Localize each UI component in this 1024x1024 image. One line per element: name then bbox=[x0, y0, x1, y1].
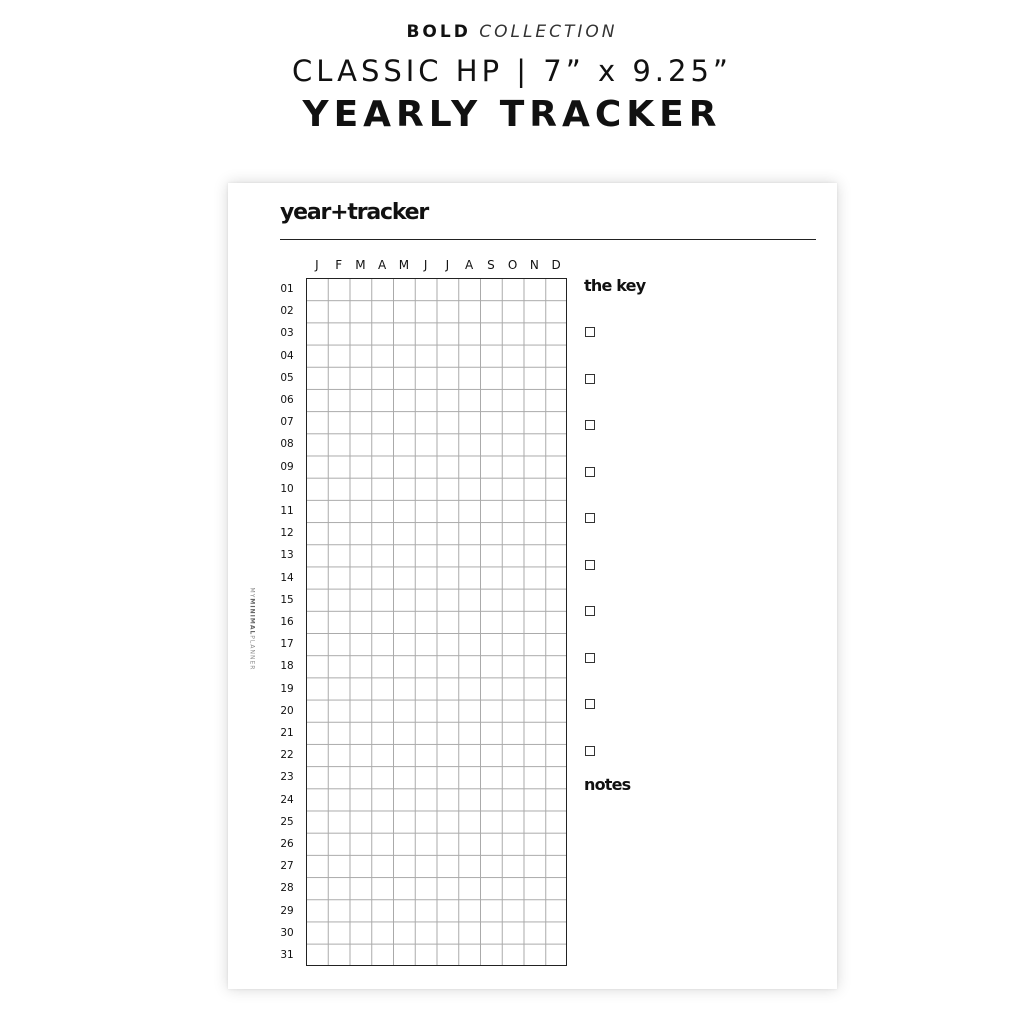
month-label: A bbox=[465, 258, 474, 272]
day-label: 07 bbox=[280, 416, 294, 429]
day-label: 27 bbox=[280, 860, 294, 873]
collection-word: COLLECTION bbox=[479, 22, 618, 42]
day-label: 12 bbox=[280, 527, 294, 540]
key-checkbox[interactable] bbox=[585, 467, 595, 477]
month-label: J bbox=[445, 258, 450, 272]
key-checkbox[interactable] bbox=[585, 560, 595, 570]
month-label: N bbox=[529, 258, 539, 272]
day-label: 02 bbox=[280, 305, 294, 318]
day-label: 16 bbox=[280, 616, 294, 628]
product-title: YEARLY TRACKER bbox=[302, 94, 722, 135]
key-checkbox[interactable] bbox=[585, 699, 595, 709]
month-label: O bbox=[507, 258, 518, 272]
collection-line bbox=[0, 22, 1024, 42]
day-label: 29 bbox=[280, 904, 294, 917]
month-label: D bbox=[551, 258, 561, 272]
month-label: M bbox=[398, 258, 410, 272]
day-label: 03 bbox=[280, 327, 294, 340]
key-heading: the key bbox=[584, 276, 646, 295]
month-label: F bbox=[335, 258, 343, 272]
key-checkbox[interactable] bbox=[585, 420, 595, 430]
day-label: 04 bbox=[280, 349, 294, 362]
day-label: 31 bbox=[280, 949, 294, 961]
key-checkbox[interactable] bbox=[585, 374, 595, 384]
size-line: CLASSIC HP | 7” x 9.25” bbox=[292, 54, 732, 88]
collection-name: BOLD bbox=[406, 22, 471, 42]
brand-bold: MINIMAL bbox=[248, 598, 256, 636]
day-label: 24 bbox=[280, 793, 294, 806]
title-rule bbox=[280, 239, 816, 240]
key-checkbox[interactable] bbox=[585, 746, 595, 756]
brand-watermark bbox=[249, 588, 256, 671]
day-label: 17 bbox=[280, 638, 294, 651]
key-checkbox[interactable] bbox=[585, 327, 595, 337]
day-label: 22 bbox=[280, 749, 294, 762]
month-label: J bbox=[315, 258, 319, 272]
day-label: 15 bbox=[280, 593, 294, 606]
key-checkbox[interactable] bbox=[585, 653, 595, 663]
page-title: year+tracker bbox=[280, 200, 429, 225]
day-label: 11 bbox=[280, 505, 294, 517]
day-label: 28 bbox=[280, 882, 294, 895]
notes-heading: notes bbox=[584, 775, 631, 794]
day-label: 19 bbox=[280, 682, 294, 695]
key-checkbox[interactable] bbox=[585, 606, 595, 616]
day-label: 13 bbox=[280, 549, 294, 562]
planner-sheet bbox=[228, 183, 837, 989]
month-label: J bbox=[423, 258, 428, 272]
day-label: 25 bbox=[280, 815, 294, 828]
day-label: 26 bbox=[280, 838, 294, 850]
day-label: 30 bbox=[280, 926, 294, 939]
day-label: 21 bbox=[280, 727, 294, 739]
day-label: 23 bbox=[280, 771, 294, 784]
day-label: 10 bbox=[280, 482, 294, 495]
day-label: 08 bbox=[280, 438, 294, 451]
month-label: A bbox=[378, 258, 387, 272]
day-label: 09 bbox=[280, 460, 294, 473]
brand-prefix: MY bbox=[248, 587, 256, 599]
month-label: M bbox=[355, 258, 366, 272]
tracker-grid[interactable] bbox=[306, 278, 567, 966]
day-label: 14 bbox=[280, 571, 294, 584]
day-label: 05 bbox=[280, 371, 294, 384]
day-label: 20 bbox=[280, 704, 294, 717]
day-label: 18 bbox=[280, 660, 294, 673]
brand-suffix: PLANNER bbox=[248, 635, 256, 671]
day-label: 01 bbox=[280, 283, 294, 295]
key-checkbox[interactable] bbox=[585, 513, 595, 523]
day-label: 06 bbox=[280, 394, 294, 406]
month-label: S bbox=[487, 258, 495, 272]
